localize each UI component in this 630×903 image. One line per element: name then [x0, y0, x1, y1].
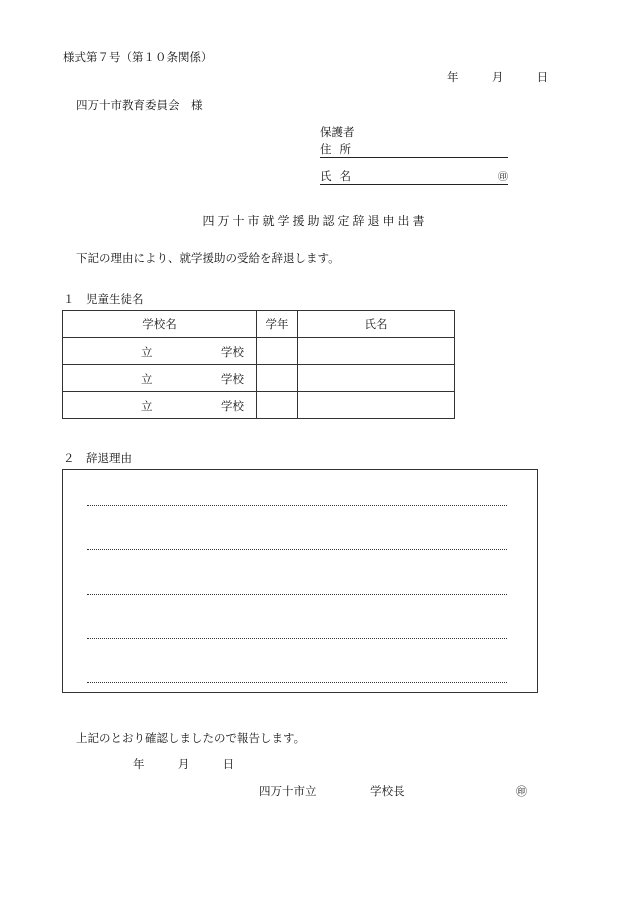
- confirmation-text: 上記のとおり確認しましたので報告します。: [76, 731, 306, 745]
- principal-line: [259, 783, 405, 799]
- grade-cell[interactable]: [257, 338, 298, 365]
- address-label: 住所: [320, 142, 359, 156]
- school-cell[interactable]: [63, 392, 257, 419]
- gakko-label: 学校: [221, 372, 244, 386]
- city-school-label: 四万十市立: [259, 784, 317, 798]
- date-year: 年: [133, 757, 145, 771]
- grade-cell[interactable]: [257, 365, 298, 392]
- grade-cell[interactable]: [257, 392, 298, 419]
- reason-line[interactable]: [87, 505, 507, 506]
- date-day: 日: [536, 70, 549, 84]
- name-label: 氏名: [320, 169, 359, 183]
- reason-line[interactable]: [87, 594, 507, 595]
- date-day: 日: [222, 757, 235, 771]
- ritsu-label: 立: [141, 345, 153, 359]
- gakko-label: 学校: [221, 399, 244, 413]
- col-grade: 学年: [257, 311, 298, 338]
- name-cell[interactable]: [298, 365, 455, 392]
- reason-line[interactable]: [87, 638, 507, 639]
- reason-box[interactable]: [62, 469, 538, 693]
- guardian-heading: 保護者: [320, 125, 355, 139]
- guardian-name-field[interactable]: [320, 168, 508, 185]
- header-date: [447, 69, 548, 85]
- reason-line[interactable]: [87, 549, 507, 550]
- section1-heading: １ 児童生徒名: [63, 292, 144, 306]
- table-row: [63, 365, 455, 392]
- addressee: 四万十市教育委員会 様: [76, 98, 203, 112]
- section2-heading: ２ 辞退理由: [63, 451, 132, 465]
- date-month: 月: [177, 757, 190, 771]
- reason-line[interactable]: [87, 682, 507, 683]
- principal-seal: ㊞: [516, 785, 527, 798]
- date-month: 月: [491, 70, 504, 84]
- principal-label: 学校長: [370, 784, 405, 798]
- col-name: 氏名: [298, 311, 455, 338]
- school-cell[interactable]: [63, 365, 257, 392]
- school-cell[interactable]: [63, 338, 257, 365]
- name-cell[interactable]: [298, 392, 455, 419]
- gakko-label: 学校: [221, 345, 244, 359]
- table-row: [63, 392, 455, 419]
- document-title: 四万十市就学援助認定辞退申出書: [202, 214, 428, 228]
- intro-text: 下記の理由により、就学援助の受給を辞退します。: [76, 251, 340, 265]
- table-row: [63, 338, 455, 365]
- student-table: [62, 310, 455, 419]
- col-school: 学校名: [63, 311, 257, 338]
- footer-date: [133, 756, 234, 772]
- ritsu-label: 立: [141, 372, 153, 386]
- ritsu-label: 立: [141, 399, 153, 413]
- guardian-address-field[interactable]: [320, 141, 508, 158]
- name-cell[interactable]: [298, 338, 455, 365]
- table-header-row: [63, 311, 455, 338]
- seal-mark: ㊞: [498, 172, 508, 183]
- date-year: 年: [447, 70, 459, 84]
- form-number: 様式第７号（第１０条関係）: [63, 50, 213, 64]
